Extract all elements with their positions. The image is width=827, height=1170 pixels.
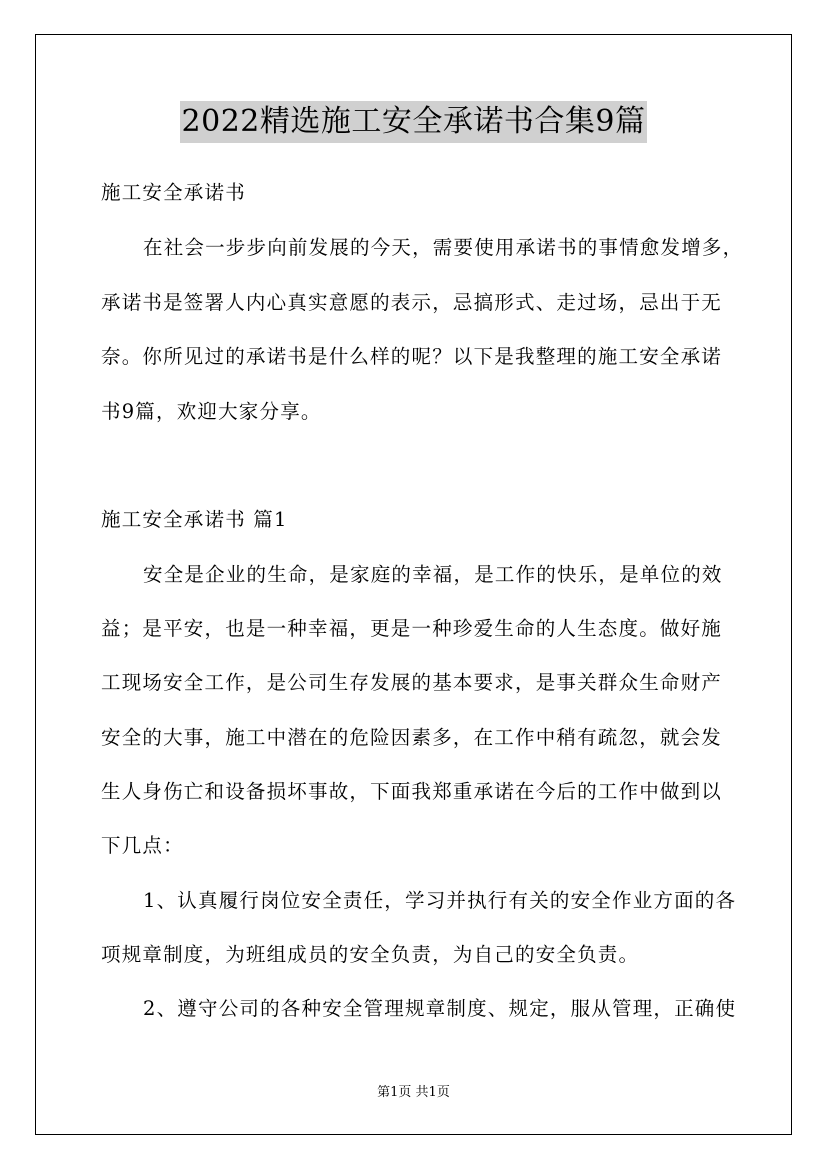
paragraph-line: 下几点： bbox=[101, 834, 184, 857]
paragraph-line: 奈。你所见过的承诺书是什么样的呢？以下是我整理的施工安全承诺 bbox=[101, 345, 723, 368]
paragraph-line: 书9篇，欢迎大家分享。 bbox=[101, 400, 322, 423]
document-title: 2022精选施工安全承诺书合集9篇 bbox=[180, 101, 648, 143]
section-heading: 施工安全承诺书 篇1 bbox=[101, 508, 288, 531]
paragraph-line: 1、认真履行岗位安全责任，学习并执行有关的安全作业方面的各 bbox=[143, 889, 737, 912]
paragraph-line: 2、遵守公司的各种安全管理规章制度、规定，服从管理，正确使 bbox=[143, 997, 737, 1020]
paragraph-line: 生人身伤亡和设备损坏事故，下面我郑重承诺在今后的工作中做到以 bbox=[101, 780, 723, 803]
paragraph-line: 项规章制度，为班组成员的安全负责，为自己的安全负责。 bbox=[101, 943, 640, 966]
page-footer: 第1页 共1页 bbox=[377, 1085, 450, 1100]
paragraph-line: 益；是平安，也是一种幸福，更是一种珍爱生命的人生态度。做好施 bbox=[101, 617, 723, 640]
section-heading: 施工安全承诺书 bbox=[101, 181, 246, 204]
paragraph-line: 在社会一步步向前发展的今天，需要使用承诺书的事情愈发增多， bbox=[143, 236, 744, 259]
paragraph-line: 工现场安全工作，是公司生存发展的基本要求，是事关群众生命财产 bbox=[101, 671, 723, 694]
paragraph-line: 承诺书是签署人内心真实意愿的表示，忌搞形式、走过场，忌出于无 bbox=[101, 291, 723, 314]
title-container bbox=[0, 101, 827, 143]
paragraph-line: 安全的大事，施工中潜在的危险因素多，在工作中稍有疏忽，就会发 bbox=[101, 726, 723, 749]
paragraph-line: 安全是企业的生命，是家庭的幸福，是工作的快乐，是单位的效 bbox=[143, 563, 723, 586]
